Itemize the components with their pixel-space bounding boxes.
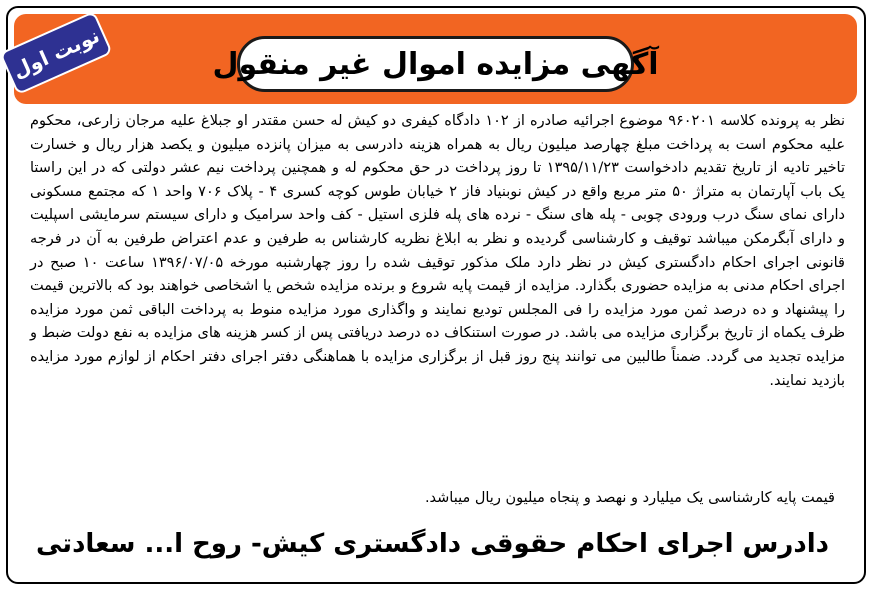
first-round-badge: نوبت اول [0, 11, 113, 95]
base-price-line: قیمت پایه کارشناسی یک میلیارد و نهصد و پنجاه میلیون ریال میباشد. [424, 490, 835, 506]
signature-line: دادرس اجرای احکام حقوقی دادگستری کیش- روح ا... سعادتی [36, 529, 829, 559]
notice-paragraph: نظر به پرونده کلاسه ۹۶۰۲۰۱ موضوع اجرائیه صادره از ۱۰۲ دادگاه کیفری دو کیش له حسن مقتدر او جبلاغ علیه مرجان زارعی، محکوم علیه محکوم است به پرداخت مبلغ چهارصد میلیون ریال به همراه هزینه دادرسی به میزان پانزده میلیون و یکصد هزار ریال و خسارت تاخیر تادیه از تاریخ تقدیم دادخواست ۱۳۹۵/۱۱/۲۳ تا روز پرداخت در حق محکوم له و همچنین پرداخت نیم عشر دولتی که در این راستا یک باب آپارتمان به متراژ ۵۰ متر مربع واقع در کیش نوبنیاد فاز ۲ خیابان طوس کوچه کسری ۴ - پلاک ۷۰۶ واحد ۱ که مجتمع مسکونی دارای نمای سنگ درب ورودی چوبی - پله های سنگ - نرده های پله فلزی استیل - کف واحد سرامیک و دارای سیستم سرمایشی اسپلیت و دارای آبگرمکن میباشد توقیف و کارشناسی گردیده و نظر به ابلاغ نظریه کارشناس به طرفین و عدم اعتراض طرفین به آن در فرجه قانونی اجرای احکام دادگستری کیش در نظر دارد ملک مذکور توقیف شده را روز چهارشنبه مورخه ۱۳۹۶/۰۷/۰۵ ساعت ۱۰ صبح در اجرای احکام مدنی به مزایده حضوری بگذارد. مزایده از قیمت پایه شروع و برنده مزایده شخص یا اشخاصی خواهند بود که بالاترین قیمت را پیشنهاد و ده درصد ثمن مورد مزایده را فی المجلس تودیع نمایند و واگذاری مورد مزایده منوط به پرداخت الباقی ثمن مورد مزایده ظرف یکماه از تاریخ برگزاری مزایده می باشد. در صورت استنکاف ده درصد دریافتی پس از کسر هزینه های مزایده به نفع دولت ضبط و مزایده تجدید می گردد. ضمناً طالبین می توانند پنج روز قبل از برگزاری مزایده با هماهنگی دفتر اجرای دفتر احکام از لوازم مورد مزایده بازدید نمایند. [30, 113, 846, 389]
notice-body [30, 110, 845, 393]
notice-title: آگهی مزایده اموال غیر منقول [237, 36, 634, 92]
